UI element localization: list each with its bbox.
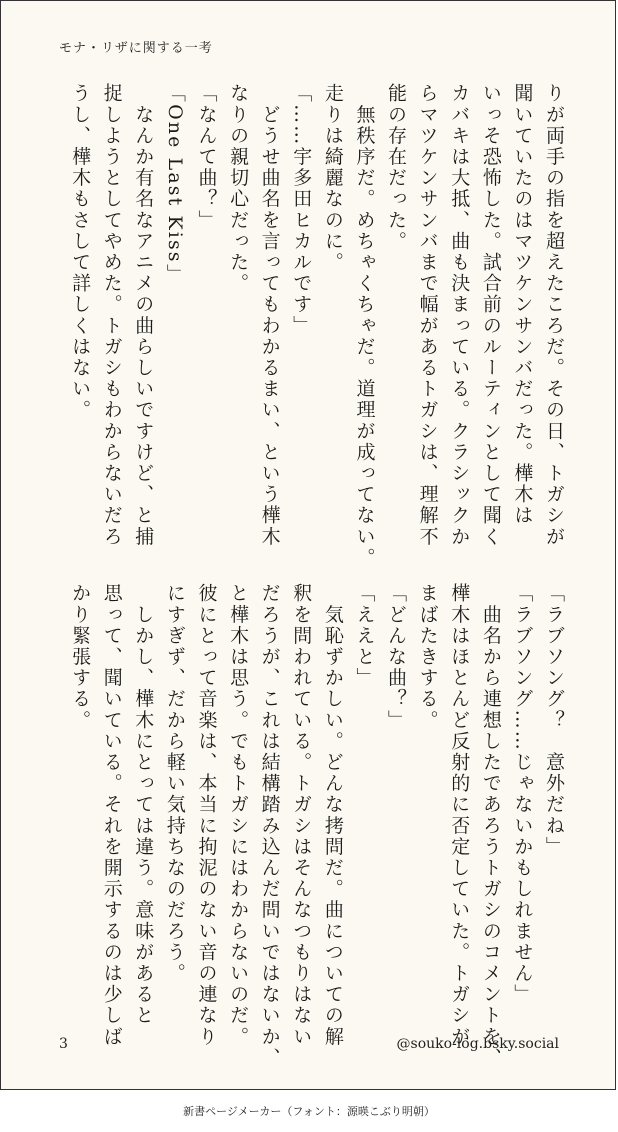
author-handle: @souko-log.bsky.social [396,1036,559,1052]
page-number: 3 [59,1036,68,1052]
generator-credit: 新書ページメーカー（フォント：源暎こぶり明朝） [183,1105,435,1118]
text-block-lower: 「ラブソング？ 意外だね」 「ラブソング……じゃないかもしれません」 曲名から連想したであろうトガシのコメントを、 樺木はほとんど反射的に否定していた。トガシが まばたきする。 「どんな曲？」 「ええと」 気恥ずかしい。どんな拷問だ。曲についての解 釈を問われている。トガシはそんなつもりはない だろうが、これは結構踏み込んだ問いではないか、 と樺木は思う。でもトガシにはわからないのだ。 彼にとって音楽は、本当に拘泥のない音の連なり にすぎず、だから軽い気持ちなのだろう。 しかし、樺木にとっては違う。意味があると 思って、聞いている。それを開示するのは少しば かり緊張する。 [69,583,565,1069]
running-header: モナ・リザに関する一考 [59,41,213,56]
text-block-upper: りが両手の指を超えたころだ。その日、トガシが 聞いていたのはマツケンサンバだった。樺木は いっそ恐怖した。試合前のルーティンとして聞く カバキは大抵、曲も決まっている。クラシックか らマツケンサンバまで幅があるトガシは、理解不 能の存在だった。 無秩序だ。めちゃくちゃだ。道理が成ってない。 走りは綺麗なのに。 「……宇多田ヒカルです」 どうせ曲名を言ってもわかるまい、という樺木 なりの親切心だった。 「なんて曲？」 「One Last Kiss」 なんか有名なアニメの曲らしいですけど、と捕 捉しようとしてやめた。トガシもわからないだろ うし、樺木もさして詳しくはない。 [69,83,565,569]
